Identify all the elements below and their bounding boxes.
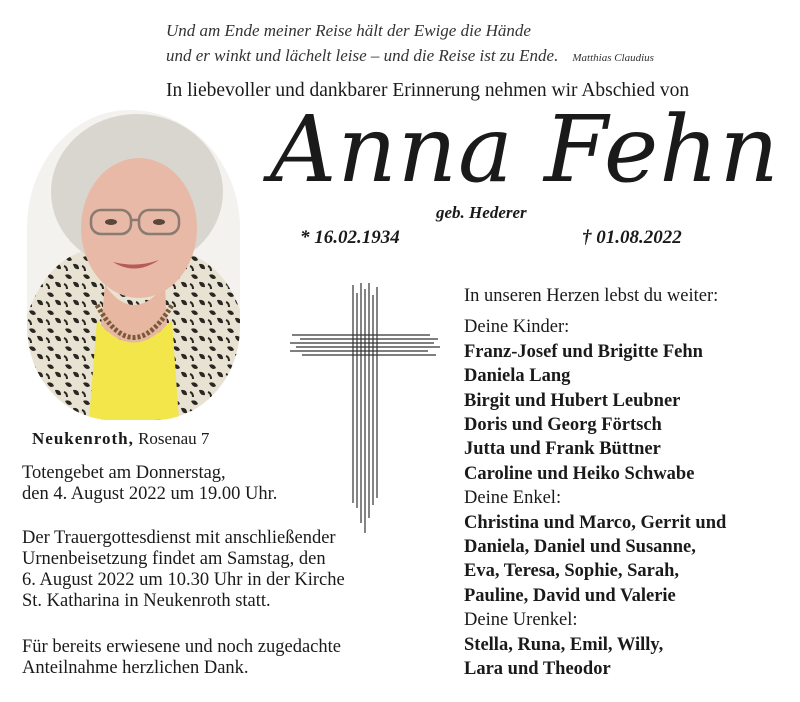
list-item: Birgit und Hubert Leubner (464, 390, 681, 411)
service-line-2: Urnenbeisetzung findet am Samstag, den (22, 549, 326, 569)
farewell-intro: In liebevoller und dankbarer Erinnerung nehmen wir Abschied von (166, 80, 690, 101)
poem-line-1: Und am Ende meiner Reise hält der Ewige die Hände (166, 21, 531, 40)
list-item: Eva, Teresa, Sophie, Sarah, (464, 561, 680, 582)
list-item: Doris und Georg Förtsch (464, 415, 662, 436)
address (32, 429, 209, 449)
list-item: Daniela Lang (464, 366, 571, 387)
deceased-name: Anna Fehn (270, 96, 780, 203)
thanks-line-1: Für bereits erwiesene und noch zugedachte (22, 637, 341, 657)
service-line-1: Der Trauergottesdienst mit anschließender (22, 528, 336, 548)
service-line-4: St. Katharina in Neukenroth statt. (22, 591, 271, 611)
cross-icon (290, 283, 440, 688)
portrait-illustration (27, 110, 240, 420)
list-item: Pauline, David und Valerie (464, 585, 676, 606)
list-item: Stella, Runa, Emil, Willy, (464, 634, 664, 655)
address-street: Rosenau 7 (138, 429, 210, 448)
grandchildren-label: Deine Enkel: (464, 488, 562, 509)
list-item: Lara und Theodor (464, 659, 611, 680)
greatgrandchildren-label: Deine Urenkel: (464, 610, 578, 631)
list-item: Franz-Josef und Brigitte Fehn (464, 341, 703, 362)
list-item: Caroline und Heiko Schwabe (464, 463, 695, 484)
address-town: Neukenroth, (32, 429, 134, 448)
death-date: † 01.08.2022 (582, 227, 682, 248)
poem-author: Matthias Claudius (572, 52, 654, 64)
list-item: Jutta und Frank Büttner (464, 439, 661, 460)
birth-date: * 16.02.1934 (300, 227, 400, 248)
poem (166, 18, 786, 71)
prayer-line-1: Totengebet am Donnerstag, (22, 463, 226, 483)
mourners-heading: In unseren Herzen lebst du weiter: (464, 286, 719, 306)
children-label: Deine Kinder: (464, 317, 570, 338)
list-item: Christina und Marco, Gerrit und (464, 512, 727, 533)
list-item: Daniela, Daniel und Susanne, (464, 537, 696, 558)
portrait-photo (27, 110, 240, 420)
poem-line-2: und er winkt und lächelt leise – und die Reise ist zu Ende. Matthias Claudius (166, 46, 654, 65)
prayer-line-2: den 4. August 2022 um 19.00 Uhr. (22, 484, 278, 504)
service-line-3: 6. August 2022 um 10.30 Uhr in der Kirche (22, 570, 345, 590)
thanks-line-2: Anteilnahme herzlichen Dank. (22, 658, 249, 678)
mourners-list (464, 284, 794, 682)
birth-name: geb. Hederer (436, 203, 527, 222)
